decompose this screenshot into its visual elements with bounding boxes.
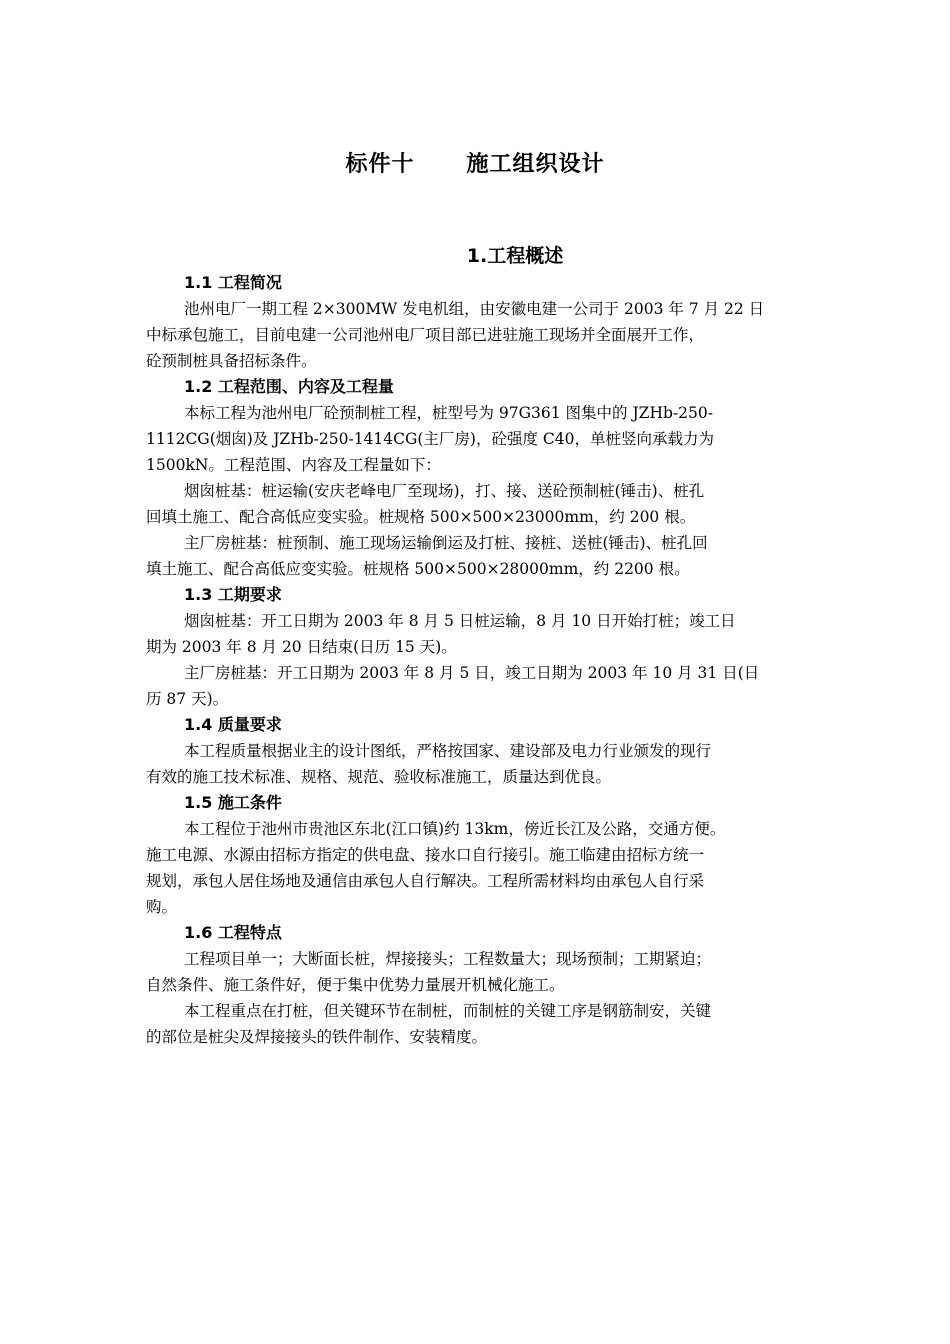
text-line: 本标工程为池州电厂砼预制桩工程，桩型号为 97G361 图集中的 JZHb-250- (184, 404, 713, 422)
section-heading: 1.1 工程简况 (184, 273, 282, 292)
title-part-left: 标件十 (345, 152, 415, 177)
document-body (146, 270, 840, 1050)
text-line: 历 87 天)。 (146, 690, 229, 708)
paragraph (146, 400, 840, 478)
text-line: 砼预制桩具备招标条件。 (146, 352, 317, 370)
text-line: 工程项目单一；大断面长桩，焊接接头；工程数量大；现场预制；工期紧迫； (184, 950, 712, 968)
text-line: 填土施工、配合高低应变实验。桩规格 500×500×28000mm，约 2200 根。 (146, 560, 690, 578)
document-title (0, 148, 950, 182)
paragraph (146, 478, 840, 530)
text-line: 主厂房桩基：桩预制、施工现场运输倒运及打桩、接桩、送桩(锤击)、桩孔回 (184, 534, 708, 552)
paragraph (146, 608, 840, 660)
text-line: 主厂房桩基：开工日期为 2003 年 8 月 5 日，竣工日期为 2003 年 10 月 31 日(日 (184, 664, 760, 682)
section-heading: 1.2 工程范围、内容及工程量 (184, 377, 394, 396)
paragraph (146, 738, 840, 790)
text-line: 中标承包施工，目前电建一公司池州电厂项目部已进驻施工现场并全面展开工作， (146, 326, 705, 344)
title-part-right: 施工组织设计 (466, 152, 605, 177)
text-line: 烟囱桩基：桩运输(安庆老峰电厂至现场)，打、接、送砼预制桩(锤击)、桩孔 (184, 482, 705, 500)
text-line: 规划，承包人居住场地及通信由承包人自行解决。工程所需材料均由承包人自行采 (146, 872, 705, 890)
paragraph (146, 530, 840, 582)
section-heading: 1.6 工程特点 (184, 923, 282, 942)
text-line: 有效的施工技术标准、规格、规范、验收标准施工，质量达到优良。 (146, 768, 612, 786)
text-line: 本工程质量根据业主的设计图纸，严格按国家、建设部及电力行业颁发的现行 (184, 742, 712, 760)
section-heading: 1.5 施工条件 (184, 793, 282, 812)
section-heading: 1.3 工期要求 (184, 585, 282, 604)
text-line: 回填土施工、配合高低应变实验。桩规格 500×500×23000mm，约 200 根。 (146, 508, 696, 526)
paragraph (146, 998, 840, 1050)
text-line: 本工程位于池州市贵池区东北(江口镇)约 13km，傍近长江及公路，交通方便。 (184, 820, 726, 838)
text-line: 池州电厂一期工程 2×300MW 发电机组，由安徽电建一公司于 2003 年 7 月 22 日 (184, 300, 765, 318)
text-line: 的部位是桩尖及焊接接头的铁件制作、安装精度。 (146, 1028, 488, 1046)
text-line: 1500kN。工程范围、内容及工程量如下： (146, 456, 441, 474)
paragraph (146, 296, 840, 374)
paragraph (146, 816, 840, 920)
text-line: 购。 (146, 898, 178, 916)
chapter-heading: 1.工程概述 (466, 245, 564, 267)
section-heading: 1.4 质量要求 (184, 715, 282, 734)
text-line: 1112CG(烟囱)及 JZHb-250-1414CG(主厂房)，砼强度 C40，单桩竖向承载力为 (146, 430, 714, 448)
paragraph (146, 660, 840, 712)
text-line: 期为 2003 年 8 月 20 日结束(日历 15 天)。 (146, 638, 457, 656)
paragraph (146, 946, 840, 998)
text-line: 施工电源、水源由招标方指定的供电盘、接水口自行接引。施工临建由招标方统一 (146, 846, 705, 864)
text-line: 自然条件、施工条件好，便于集中优势力量展开机械化施工。 (146, 976, 565, 994)
text-line: 本工程重点在打桩，但关键环节在制桩，而制桩的关键工序是钢筋制安，关键 (184, 1002, 712, 1020)
text-line: 烟囱桩基：开工日期为 2003 年 8 月 5 日桩运输，8 月 10 日开始打桩；竣工日 (184, 612, 736, 630)
